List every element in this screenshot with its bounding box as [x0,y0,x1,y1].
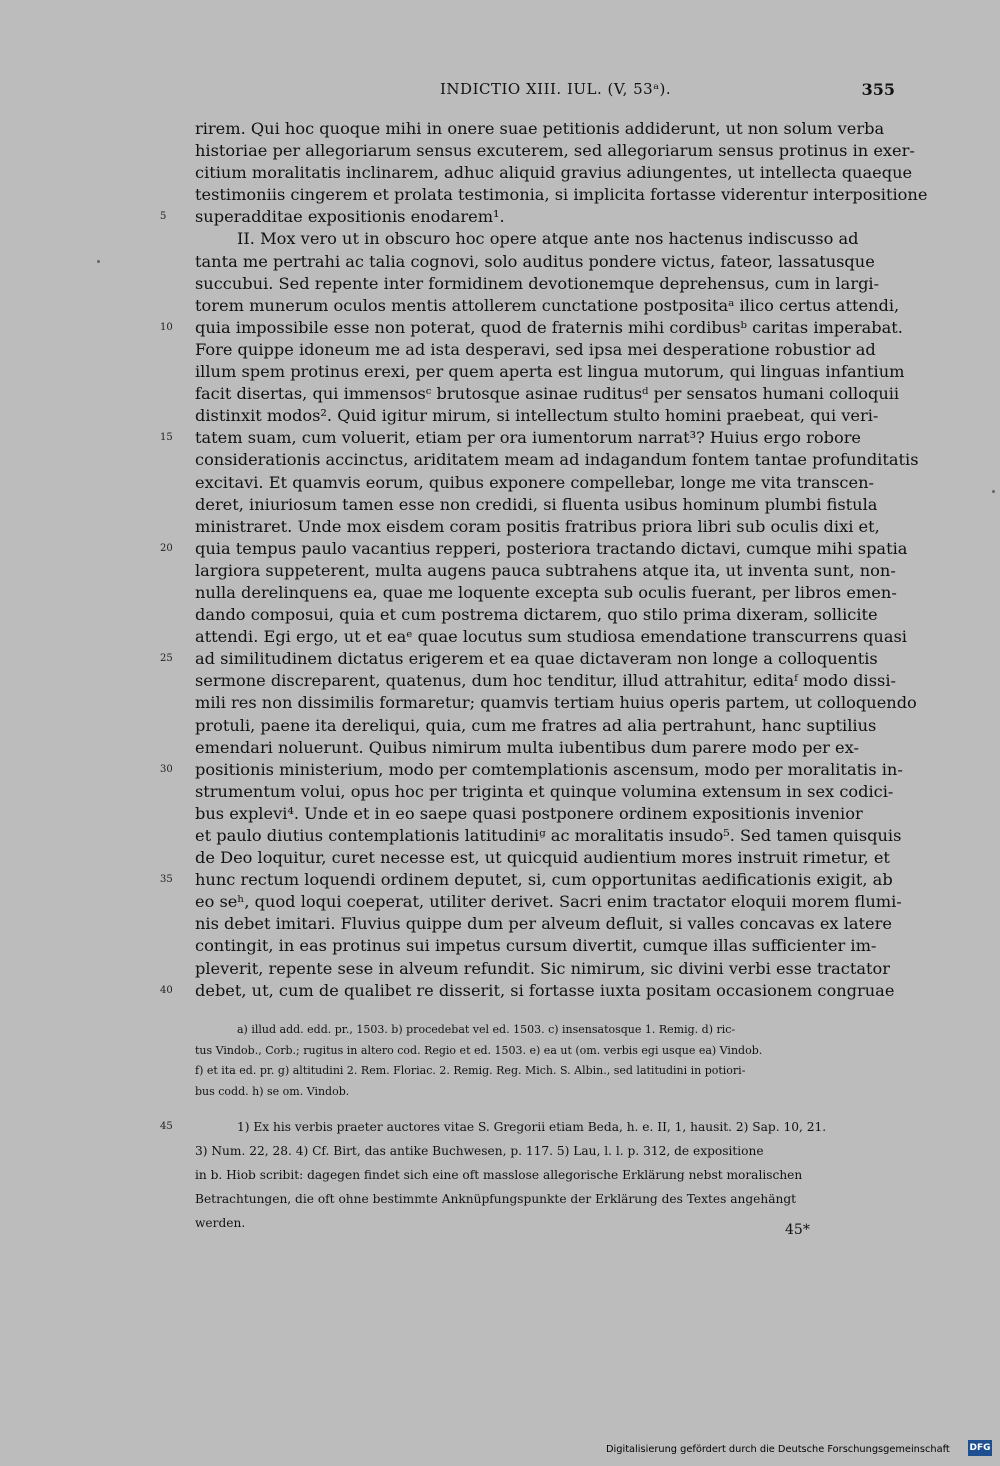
text-line [160,427,895,449]
text-line [160,759,903,781]
text-line [195,184,928,206]
line-text: excitavi. Et quamvis eorum, quibus exponere compellebar, longe me vita transcen- [195,472,874,492]
line-text: tatem suam, cum voluerit, etiam per ora iumentorum narrat³? Huius ergo robore [195,428,862,448]
text-line [195,626,907,648]
line-text: strumentum volui, opus hoc per triginta et quinque volumina extensum in sex codici- [195,781,894,801]
line-text: positionis ministerium, modo per comtemplationis ascensum, modo per moralitatis in- [195,759,903,779]
line-text: hunc rectum loquendi ordinem deputet, si, cum opportunitas aedificationis exigit, ab [195,870,893,890]
line-number: 10 [160,321,173,333]
text-line [160,317,903,339]
speck [97,260,100,263]
digitization-credit: Digitalisierung gefördert durch die Deutsche Forschungsgemeinschaft [606,1444,950,1455]
line-text: testimoniis cingerem et prolata testimonia, si implicita fortasse viderentur interpositione [195,185,928,205]
text-line [195,670,895,692]
text-line [195,604,895,626]
line-text: superadditae expositionis enodarem¹. [195,207,505,227]
line-text: nis debet imitari. Fluvius quippe dum per alveum defluit, si valles concavas ex latere [195,914,892,934]
text-line [195,1163,895,1187]
line-number: 40 [160,984,173,996]
line-text: protuli, paene ita dereliqui, quia, cum me fratres ad alia pertrahunt, hanc suptilius [195,715,877,735]
text-line [195,1082,895,1103]
text-line [195,1020,895,1041]
text-line [195,162,913,184]
text-line [195,560,895,582]
text-line [195,935,895,957]
text-line [195,847,895,869]
text-line [195,1187,895,1211]
text-line [195,582,895,604]
line-text: dando composui, quia et cum postrema dictarem, quo stilo prima dixeram, sollicite [195,605,878,625]
text-line [195,913,895,935]
line-text: 3) Num. 22, 28. 4) Cf. Birt, das antike Buchwesen, p. 117. 5) Lau, l. l. p. 312, de expositione [195,1144,764,1158]
line-text: contingit, in eas protinus sui impetus cursum divertit, cumque illas sufficienter im- [195,936,877,956]
line-number: 20 [160,542,173,554]
line-text: 1) Ex his verbis praeter auctores vitae S. Gregorii etiam Beda, h. e. II, 1, hausit. 2) Sap. 10, 21. [237,1120,827,1134]
line-text: in b. Hiob scribit: dagegen findet sich eine oft masslose allegorische Erklärung nebst moralischen [195,1168,803,1182]
line-text: quia tempus paulo vacantius repperi, posteriora tractando dictavi, cumque mihi spatia [195,538,908,558]
text-line [195,1061,895,1082]
variant-notes [195,1020,895,1102]
text-line [195,449,919,471]
line-text: de Deo loquitur, curet necesse est, ut quicquid audientium mores instruit rimetur, et [195,848,890,868]
main-text [160,118,928,1002]
text-line [195,1139,895,1163]
text-line [195,692,917,714]
text-line [195,228,895,250]
text-line [160,1115,895,1139]
page-number: 355 [861,80,895,99]
text-line [195,361,905,383]
text-line [195,251,895,273]
header-title: INDICTIO XIII. IUL. (V, 53ᵃ). [440,80,672,98]
line-text: sermone discreparent, quatenus, dum hoc tenditur, illud attrahitur, editaᶠ modo dissi- [195,671,896,691]
line-text: quia impossibile esse non poterat, quod de fraternis mihi cordibusᵇ caritas imperabat. [195,317,903,337]
line-text: pleverit, repente sese in alveum refundit. Sic nimirum, sic divini verbi esse tractator [195,958,890,978]
text-line [160,869,895,891]
line-text: mili res non dissimilis formaretur; quamvis tertiam huius operis partem, ut colloquendo [195,693,917,713]
line-text: II. Mox vero ut in obscuro hoc opere atque ante nos hactenus indiscusso ad [237,229,859,249]
line-text: distinxit modos². Quid igitur mirum, si intellectum stulto homini praebeat, qui veri- [195,406,879,426]
text-line [160,980,895,1002]
line-text: eo seʰ, quod loqui coeperat, utiliter derivet. Sacri enim tractator eloquii morem flumi- [195,892,902,912]
line-number: 15 [160,432,173,444]
line-number: 5 [160,211,167,223]
text-line [195,494,895,516]
line-text: illum spem protinus erexi, per quem aperta est lingua mutorum, qui linguas infantium [195,362,905,382]
line-text: deret, iniuriosum tamen esse non credidi, si fluenta usibus hominum plumbi fistula [195,494,878,514]
text-line [195,891,902,913]
text-line [195,472,895,494]
line-number: 25 [160,653,173,665]
text-line [195,118,895,140]
line-text: Fore quippe idoneum me ad ista desperavi, sed ipsa mei desperatione robustior ad [195,339,876,359]
line-text: nulla derelinquens ea, quae me loquente excepta sub oculis fuerant, per libros emen- [195,582,897,602]
line-text: a) illud add. edd. pr., 1503. b) procedebat vel ed. 1503. c) insensatosque 1. Remig. d) ric- [237,1023,736,1036]
line-text: f) et ita ed. pr. g) altitudini 2. Rem. Floriac. 2. Remig. Reg. Mich. S. Albin., sed latitudini in potiori- [195,1064,746,1077]
line-text: ministraret. Unde mox eisdem coram positis fratribus priora libri sub oculis dixi et, [195,516,880,536]
line-text: ad similitudinem dictatus erigerem et ea quae dictaveram non longe a colloquentis [195,649,878,669]
line-text: considerationis accinctus, ariditatem meam ad indagandum fontem tantae profunditatis [195,450,919,470]
line-text: bus codd. h) se om. Vindob. [195,1084,350,1098]
line-text: attendi. Egi ergo, ut et eaᵉ quae locutus sum studiosa emendatione transcurrens quasi [195,627,907,647]
line-text: succubui. Sed repente inter formidinem devotionemque deprehensus, cum in largi- [195,273,880,293]
line-text: rirem. Qui hoc quoque mihi in onere suae petitionis addiderunt, ut non solum verba [195,119,885,138]
text-line [195,803,895,825]
text-line [195,273,895,295]
line-text: emendari noluerunt. Quibus nimirum multa iubentibus dum parere modo per ex- [195,737,859,757]
text-line [160,206,895,228]
line-text: citium moralitatis inclinarem, adhuc aliquid gravius adiungentes, ut intellecta quaeque [195,163,913,183]
text-line [195,140,915,162]
text-line [195,958,895,980]
text-line [195,737,895,759]
line-text: tanta me pertrahi ac talia cognovi, solo auditus pondere victus, fateor, lassatusque [195,251,875,271]
text-line [195,781,895,803]
text-line [195,1041,895,1062]
line-text: tus Vindob., Corb.; rugitus in altero cod. Regio et ed. 1503. e) ea ut (om. verbis egi usque ea) Vindob. [195,1043,763,1057]
line-number: 35 [160,874,173,886]
text-line [195,339,895,361]
line-text: facit disertas, qui immensosᶜ brutosque asinae ruditusᵈ per sensatos humani colloquii [195,384,900,404]
line-text: historiae per allegoriarum sensus excuterem, sed allegoriarum sensus protinus in exer- [195,141,915,161]
line-text: torem munerum oculos mentis attollerem cunctatione postpositaᵃ ilico certus attendi, [195,295,900,315]
text-line [160,538,908,560]
line-text: bus explevi⁴. Unde et in eo saepe quasi postponere ordinem expositionis invenior [195,803,863,823]
signature-mark: 45* [785,1222,810,1238]
line-text: werden. [195,1216,246,1230]
line-text: largiora suppeterent, multa augens pauca subtrahens atque ita, ut inventa sunt, non- [195,560,896,580]
text-line [195,825,902,847]
line-number: 30 [160,763,173,775]
line-number: 45 [160,1121,173,1132]
text-line [195,516,895,538]
source-notes [160,1115,895,1235]
text-line [160,648,895,670]
text-line [195,405,895,427]
text-line [195,715,895,737]
dfg-logo: DFG [968,1440,992,1456]
speck [992,490,995,493]
text-line [195,383,900,405]
line-text: debet, ut, cum de qualibet re disserit, si fortasse iuxta positam occasionem congruae [195,980,895,1000]
line-text: et paulo diutius contemplationis latitudiniᵍ ac moralitatis insudo⁵. Sed tamen quisquis [195,826,902,845]
running-header [195,80,895,104]
line-text: Betrachtungen, die oft ohne bestimmte Anknüpfungspunkte der Erklärung des Textes angehängt [195,1192,797,1206]
text-line [195,295,900,317]
